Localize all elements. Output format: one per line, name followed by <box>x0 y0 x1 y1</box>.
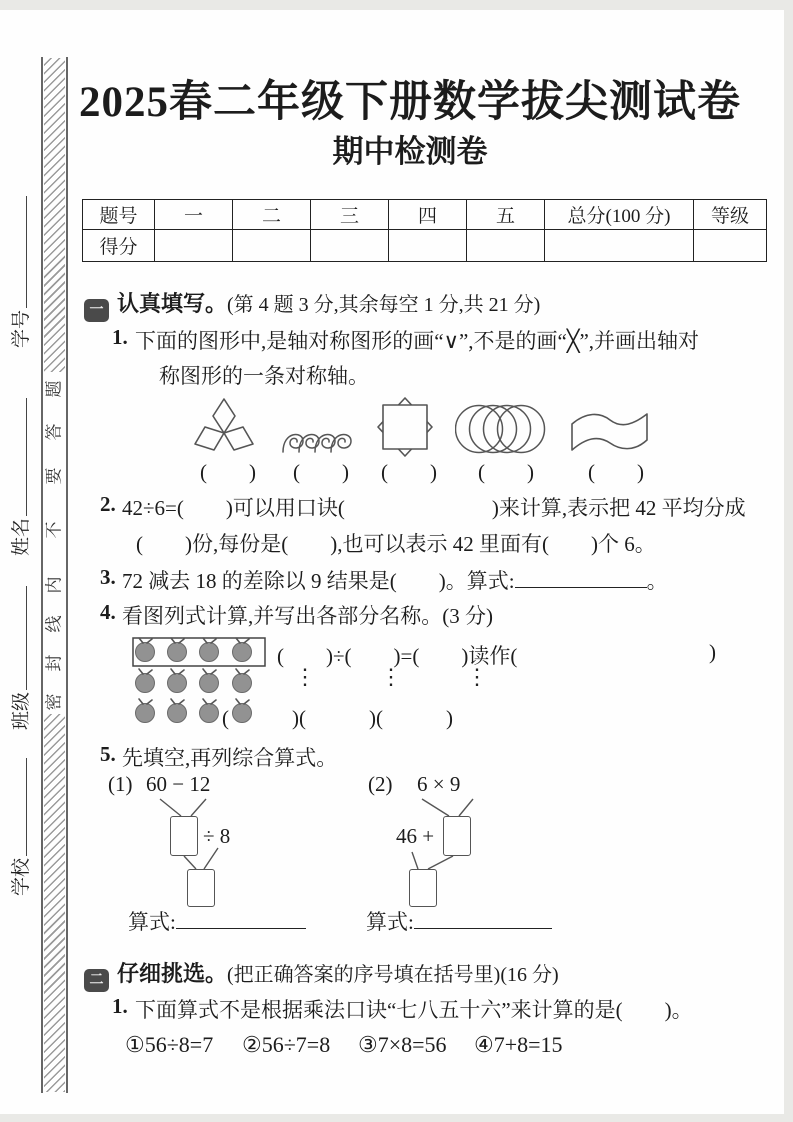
score-cell-empty <box>389 230 467 262</box>
score-table <box>82 199 767 262</box>
q4-part-names-blanks: ( )( )( ) <box>222 706 453 730</box>
q3-number: 3. <box>100 565 116 589</box>
score-header-cell: 一 <box>155 200 233 230</box>
q5-part1-box-2 <box>187 869 215 907</box>
q1-text-line1: 下面的图形中,是轴对称图形的画“∨”,不是的画“╳”,并画出轴对 <box>135 329 700 353</box>
student-name-label: 姓名 <box>11 517 32 556</box>
q5-text: 先填空,再列综合算式。 <box>122 746 338 770</box>
school-field <box>9 758 35 896</box>
scan-edge-bottom <box>0 1114 793 1122</box>
answer-blank: ( ) <box>478 460 534 484</box>
section-two-note: (把正确答案的序号填在括号里)(16 分) <box>227 964 559 986</box>
class-blank <box>10 586 27 690</box>
q5-part2-label: (2) <box>368 772 393 796</box>
score-cell-empty <box>155 230 233 262</box>
scan-edge-right <box>784 0 793 1122</box>
section-two-icon: 二 <box>84 969 109 992</box>
section-two-header <box>84 957 559 992</box>
q5-part1-label: (1) <box>108 772 133 796</box>
q5-part2-box-2 <box>409 869 437 907</box>
figure-overlapping-circles <box>455 403 547 456</box>
q4-equation: ( )÷( )=( )读作( <box>277 644 518 668</box>
seal-char: 要 <box>44 467 64 485</box>
q2-text-line2: ( )份,每份是( ),也可以表示 42 里面有( )个 6。 <box>136 532 656 556</box>
q1-number: 1. <box>112 325 128 349</box>
q2-number: 2. <box>100 492 116 516</box>
q5-part2-mid-expression: 46 + <box>396 824 435 848</box>
q4-vertical-dots: ⋮ <box>294 664 316 689</box>
score-header-cell: 五 <box>467 200 545 230</box>
score-table-header-row <box>83 200 767 230</box>
student-name-field <box>9 398 35 556</box>
section-one-icon: 一 <box>84 299 109 322</box>
answer-blank: ( ) <box>381 460 437 484</box>
answer-blank: ( ) <box>200 460 256 484</box>
q3-line <box>122 565 668 595</box>
q5-part1-formula-blank <box>176 912 306 929</box>
page-title: 2025春二年级下册数学拔尖测试卷 <box>79 79 741 126</box>
answer-blank: ( ) <box>293 460 349 484</box>
student-name-blank <box>10 398 27 516</box>
s2q1-option-3: ③7×8=56 <box>358 1032 447 1057</box>
seal-hatch-bottom <box>44 714 65 1092</box>
score-cell-empty <box>545 230 694 262</box>
q5-part1-formula-label: 算式: <box>128 910 176 934</box>
score-cell-empty <box>311 230 389 262</box>
q4-vertical-dots: ⋮ <box>466 664 488 689</box>
q5-diagram-1 <box>108 772 348 907</box>
class-field <box>9 586 35 730</box>
score-table-score-row <box>83 230 767 262</box>
q5-part2-top-expression: 6 × 9 <box>417 772 461 796</box>
q5-part1-top-expression: 60 − 12 <box>146 772 211 796</box>
q1-text-line2: 称图形的一条对称轴。 <box>159 364 369 388</box>
score-cell-empty <box>233 230 311 262</box>
score-header-cell: 四 <box>389 200 467 230</box>
q5-part1-box-1 <box>170 816 198 856</box>
school-label: 学校 <box>11 857 32 896</box>
scan-edge-top <box>0 0 793 10</box>
figure-spiral-waves <box>282 423 352 455</box>
score-header-cell: 二 <box>233 200 311 230</box>
q5-part1-formula <box>128 906 306 936</box>
section-one-header <box>84 287 540 322</box>
seal-char: 题 <box>44 380 64 398</box>
figure-three-rhombus <box>193 397 255 455</box>
q3-period: 。 <box>646 569 668 593</box>
student-id-field <box>9 196 35 348</box>
q5-part1-mid-expression: ÷ 8 <box>203 824 231 848</box>
q3-formula-blank <box>515 571 647 588</box>
seal-char: 内 <box>44 576 64 594</box>
answer-blank: ( ) <box>588 460 644 484</box>
q4-vertical-dots: ⋮ <box>380 664 402 689</box>
score-header-cell: 等级 <box>694 200 767 230</box>
page-subtitle: 期中检测卷 <box>332 134 488 169</box>
q5-part2-formula <box>366 906 552 936</box>
seal-char: 不 <box>44 521 64 539</box>
seal-char: 线 <box>44 615 64 633</box>
score-cell-empty <box>467 230 545 262</box>
score-header-cell: 三 <box>311 200 389 230</box>
seal-char: 答 <box>44 423 64 441</box>
q4-text: 看图列式计算,并写出各部分名称。(3 分) <box>122 604 493 628</box>
q5-number: 5. <box>100 742 116 766</box>
figure-square-with-star-points <box>376 397 434 457</box>
q2-text-line1: 42÷6=( )可以用口诀( )来计算,表示把 42 平均分成 <box>122 496 746 520</box>
seal-char: 封 <box>44 654 64 672</box>
section-one-title: 认真填写。 <box>117 291 228 316</box>
class-label: 班级 <box>11 691 32 730</box>
s2q1-option-4: ④7+8=15 <box>474 1032 563 1057</box>
q5-part2-formula-blank <box>414 912 552 929</box>
s2q1-text: 下面算式不是根据乘法口诀“七八五十六”来计算的是( )。 <box>135 998 693 1022</box>
score-row-label: 得分 <box>83 230 155 262</box>
student-id-label: 学号 <box>11 309 32 348</box>
q5-diagram-2 <box>360 772 600 907</box>
section-one-note: (第 4 题 3 分,其余每空 1 分,共 21 分) <box>227 294 541 316</box>
q5-part2-formula-label: 算式: <box>366 910 414 934</box>
s2q1-option-2: ②56÷7=8 <box>242 1032 331 1057</box>
school-blank <box>10 758 27 856</box>
q4-equation-close-paren: ) <box>709 640 716 664</box>
section-two-title: 仔细挑选。 <box>117 961 228 986</box>
score-cell-empty <box>694 230 767 262</box>
q3-text: 72 减去 18 的差除以 9 结果是( )。算式: <box>122 569 515 593</box>
seal-char: 密 <box>44 693 64 711</box>
q4-number: 4. <box>100 600 116 624</box>
s2q1-number: 1. <box>112 994 128 1018</box>
score-header-cell: 总分(100 分) <box>545 200 694 230</box>
student-id-blank <box>10 196 27 308</box>
figure-wavy-flag <box>570 408 650 458</box>
q5-part2-box-1 <box>443 816 471 856</box>
score-header-cell: 题号 <box>83 200 155 230</box>
s2q1-option-1: ①56÷8=7 <box>125 1032 214 1057</box>
